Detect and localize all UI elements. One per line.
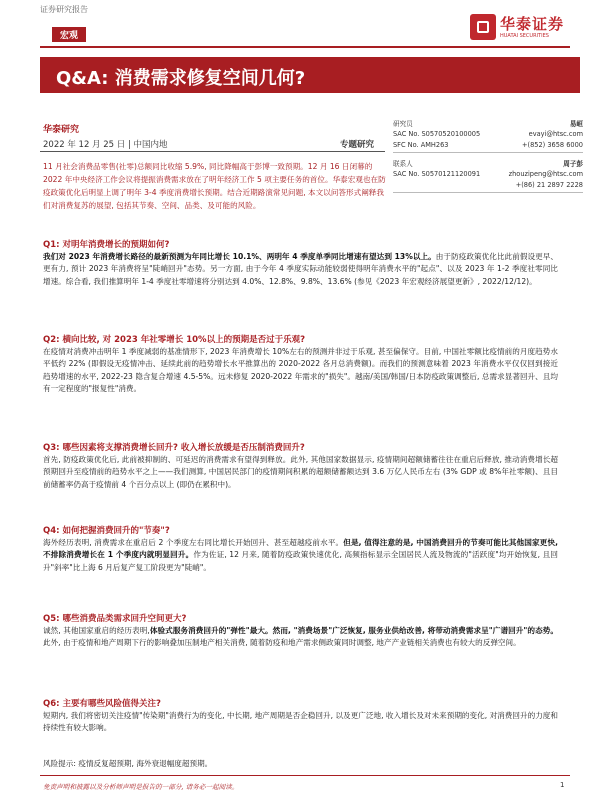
meta-divider	[40, 151, 385, 152]
contact-phone: +(86) 21 2897 2228	[515, 181, 583, 189]
q5-body	[43, 625, 558, 650]
organization: 华泰研究	[43, 125, 80, 135]
analyst-sac: SAC No. S0570520100005	[393, 130, 481, 138]
q6-heading: Q6: 主要有哪些风险值得关注?	[43, 699, 161, 709]
summary-paragraph: 11 月社会消费品零售(社零)总额同比收缩 5.9%, 同比降幅高于彭博一致预期。12 月 16 日闭幕的 2022 年中央经济工作会议将提振消费需求放在了明年经济工作 5 项主要任务的首位。华泰宏观也在防疫政策优化后明显上调了明年 3-4 季度消费增长预期。结合近期路演常见问题, 本文以问答形式阐释我们对消费复苏的展望, 包括其节奏、空间、品类、及可能的风险。	[43, 162, 386, 210]
q4-body	[43, 537, 558, 574]
footer-divider	[40, 775, 570, 776]
contact-email[interactable]: zhouzipeng@htsc.com	[508, 170, 583, 178]
q6-body: 短期内, 我们将密切关注疫情"传染期"消费行为的变化, 中长期, 地产周期是否企稳回升, 以及更广泛地, 收入增长及对未来预期的变化, 对消费回升的力度和持续性有较大影响。	[43, 711, 558, 733]
report-category: 专题研究	[340, 140, 375, 150]
q1-bold: 我们对 2023 年消费增长路径的最新预测为年同比增长 10.1%、两明年 4 季度单季同比增速有望达到 13%以上。	[43, 252, 436, 261]
analyst-email[interactable]: evayi@htsc.com	[528, 130, 583, 138]
analyst-phone: +(852) 3658 6000	[521, 141, 583, 149]
contact-name: 周子彭	[563, 160, 583, 168]
q4-text-b: 作为佐证, 12 月来, 随着防疫政策快速优化, 高频指标显示全国居民人流及物流的"活跃度"均开始恢复, 且回升"斜率"比上海 6 月后复产复工阶段更为"陡峭"。	[43, 550, 558, 572]
q4-bold: 但是, 值得注意的是, 中国消费回升的节奏可能比其他国家更快, 不排除消费增长在 1 个季度内就明显回升。	[43, 538, 558, 560]
contact-role: 联系人	[393, 160, 413, 168]
q4-heading: Q4: 如何把握消费回升的"节奏"?	[43, 526, 170, 536]
header-divider	[40, 46, 570, 48]
q1-body	[43, 251, 558, 288]
q4-text-a: 海外经历表明, 消费需求在重启后 2 个季度左右同比增长开始回升、甚至超越疫前水平。	[43, 538, 344, 547]
contact-sac: SAC No. S0570121120091	[393, 170, 481, 178]
q3-heading: Q3: 哪些因素将支撑消费增长回升? 收入增长放缓是否压制消费回升?	[43, 443, 305, 453]
disclaimer: 免责声明和披露以及分析师声明是报告的一部分, 请务必一起阅读。	[43, 783, 239, 791]
logo-text: 华泰证券	[500, 15, 565, 33]
q1-heading: Q1: 对明年消费增长的预期如何?	[43, 240, 170, 250]
analyst-name: 易峘	[569, 120, 583, 128]
logo-subtext: HUATAI SECURITIES	[500, 33, 549, 39]
page-number: 1	[560, 781, 565, 789]
q2-body: 在疫情对消费冲击明年 1 季度减弱的基准情形下, 2023 年消费增长 10%左右的预测并非过于乐观, 甚至偏保守。目前, 中国社零额比疫情前的月度趋势水平低约 22% (即假设无疫情冲击、延续此前的趋势增长水平推算出的 2020-2022 各月总消费额)。而我们的预测意味着 2023 年消费水平仅仅回到接近趋势增速的水平, 2022-23 隐含复合增速 4.5-5%。远未修复 2020-2022 年需求的"损失"。越南/美国/韩国/日本防疫政策调整后, 总需求显著回升、且均有一定程度的"报复性"消费。	[43, 347, 558, 394]
analyst-panel	[393, 118, 583, 228]
analyst-divider	[393, 152, 583, 153]
q1-text: 由于防疫政策优化比此前假设更早、更有力, 预计 2023 年消费将呈"陡峭回升"态势。另一方面, 由于今年 4 季度实际动能较弱使得明年消费水平的"起点"、以及 2023 年 1-2 季度社零同比增速。综合看, 我们推算明年 1-4 季度社零增速将分别达到 4.0%、12.8%、9.8%、13.6% (参见《2023 年宏观经济展望更新》, 2022/12/12)。	[43, 252, 558, 286]
analyst-sfc: SFC No. AMH263	[393, 141, 449, 149]
company-logo	[470, 14, 580, 46]
q2-heading: Q2: 横向比较, 对 2023 年社零增长 10%以上的预期是否过于乐观?	[43, 335, 305, 345]
q5-heading: Q5: 哪些消费品类需求回升空间更大?	[43, 614, 187, 624]
report-meta: 2022 年 12 月 25 日 | 中国内地	[43, 140, 168, 150]
analyst-role: 研究员	[393, 120, 413, 128]
risk-warning: 风险提示: 疫情反复超预期, 海外衰退幅度超预期。	[43, 759, 213, 768]
q5-text-a: 诚然, 其他国家重启的经历表明,	[43, 626, 150, 635]
report-type-tag: 证券研究报告	[40, 5, 88, 14]
q5-text-b: 此外, 由于疫情和地产周期下行的影响叠加压制地产相关消费, 随着防疫和地产需求侧政策同时调整, 地产产业链相关消费也有较大的反弹空间。	[43, 638, 521, 648]
logo-mark-icon	[470, 14, 496, 40]
q5-bold: 体验式服务消费回升的"弹性"最大。然而, "消费场景"广泛恢复, 服务业供给改善, 将带动消费需求呈"广谱回升"的态势。	[149, 626, 558, 635]
page-title: Q&A: 消费需求修复空间几何?	[56, 68, 306, 89]
contact-divider	[393, 192, 583, 193]
q3-body: 首先, 防疫政策优化后, 此前被抑制的、可延迟的消费需求有望得到释放。此外, 其他国家数据显示, 疫情期间超额储蓄往往在重启后释放, 推动消费增长超预期回升至疫情前的趋势水平之上——我们测算, 中国居民部门的疫情期间积累的超额储蓄额达到 3.6 万亿人民币左右 (3% GDP 或 8%年社零额)、且目前储蓄率仍高于疫情前 4 个百分点以上 (即仍在累积中)。	[43, 455, 558, 489]
section-tag: 宏观	[52, 27, 86, 42]
